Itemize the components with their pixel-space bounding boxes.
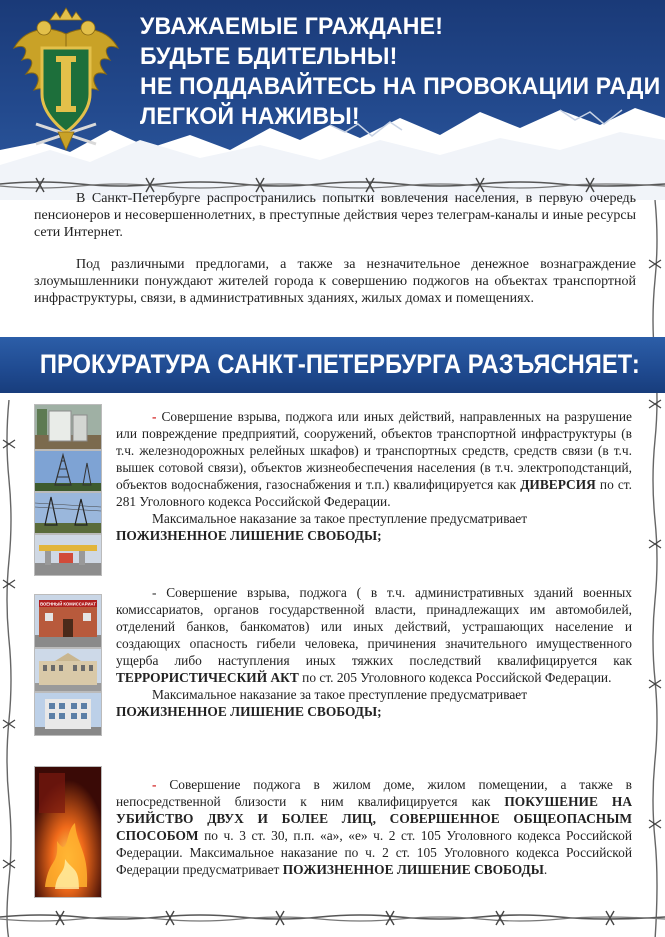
barbed-wire-bottom — [0, 905, 665, 931]
murder-article: по ч. 3 ст. 30, п.п. «а», «е» ч. 2 ст. 105 Уголовного кодекса Российской Федерации. Максимальное наказание по ч. 2 ст. 105 Уголовного кодекса Российской Федерации предусматривает — [116, 828, 632, 877]
terrorism-penalty — [116, 703, 632, 720]
bank-building-photo — [34, 692, 102, 736]
gas-station-photo — [34, 534, 102, 576]
murder-penalty-value: ПОЖИЗНЕННОЕ ЛИШЕНИЕ СВОБОДЫ — [282, 862, 544, 877]
header-title-line-3: НЕ ПОДДАВАЙТЕСЬ НА ПРОВОКАЦИИ РАДИ — [140, 73, 661, 100]
section-terrorism — [116, 584, 632, 720]
relay-cabinet-photo — [34, 404, 102, 450]
header-title-line-4: ЛЕГКОЙ НАЖИВЫ! — [140, 103, 360, 130]
terrorism-article: по ст. 205 Уголовного кодекса Российской Федерации. — [298, 670, 612, 685]
terrorism-penalty-value: ПОЖИЗНЕННОЕ ЛИШЕНИЕ СВОБОДЫ; — [116, 704, 382, 719]
terrorism-penalty-text: Максимальное наказание за такое преступление предусматривает — [152, 687, 528, 702]
murder-crime: ПОКУШЕНИЕ НА УБИЙСТВО ДВУХ И БОЛЕЕ ЛИЦ, СОВЕРШЕННОЕ ОБЩЕОПАСНЫМ СПОСОБОМ — [116, 794, 632, 843]
sabotage-paragraph — [116, 408, 632, 510]
murder-tail: . — [543, 862, 548, 877]
commissariat-sign: ВОЕННЫЙ КОМИССАРИАТ — [40, 601, 96, 607]
murder-text: Совершение поджога в жилом доме, жилом помещении, а также в непосредственной близости к ним квалифицируется как — [116, 777, 632, 809]
murder-dash: - — [152, 777, 157, 792]
sabotage-crime: ДИВЕРСИЯ — [520, 477, 596, 492]
sabotage-article: по ст. 281 Уголовного кодекса Российской Федерации. — [116, 477, 632, 509]
header-title — [140, 12, 661, 132]
sabotage-penalty — [116, 527, 632, 544]
murder-paragraph — [116, 776, 632, 878]
prosecutor-emblem-icon — [6, 4, 126, 154]
section-attempted-murder — [116, 776, 632, 878]
section-sabotage — [116, 408, 632, 544]
cell-tower-photo — [34, 450, 102, 492]
apartment-fire-photo — [34, 766, 102, 898]
terrorism-paragraph — [116, 584, 632, 686]
transmission-towers-photo — [34, 492, 102, 534]
banner-title: ПРОКУРАТУРА САНКТ-ПЕТЕРБУРГА РАЗЪЯСНЯЕТ: — [39, 349, 640, 379]
header-title-line-2: БУДЬТЕ БДИТЕЛЬНЫ! — [140, 43, 398, 70]
intro-text — [34, 190, 636, 322]
barbed-wire-right — [648, 200, 662, 937]
barbed-wire-left — [2, 400, 16, 937]
header-title-line-1: УВАЖАЕМЫЕ ГРАЖДАНЕ! — [140, 13, 444, 40]
banner — [0, 337, 665, 393]
military-commissariat-photo — [34, 594, 102, 648]
intro-paragraph-2: Под различными предлогами, а также за незначительное денежное вознаграждение злоумышленники понуждают жителей города к совершению поджогов на объектах транспортной инфраструктуры, связи, в административных зданиях, жилых домах и помещениях. — [34, 257, 636, 306]
intro-paragraph-1: В Санкт-Петербурге распространились попытки вовлечения населения, в первую очередь пенсионеров и несовершеннолетних, в преступные действия через телеграм-каналы и иные ресурсы сети Интернет. — [34, 191, 636, 240]
sabotage-penalty-value: ПОЖИЗНЕННОЕ ЛИШЕНИЕ СВОБОДЫ; — [116, 528, 382, 543]
sabotage-text: Совершение взрыва, поджога или иных действий, направленных на разрушение или повреждение предприятий, сооружений, объектов транспортной инфраструктуры (в т.ч. железнодорожных релейных шкафов) и транспортных средств, средств связи (в т.ч. вышек сотовой связи), объектов жизнеобеспечения населения (в т.ч. электроподстанций, объектов водоснабжения, газоснабжения и т.п.) квалифицируется как — [116, 409, 632, 492]
sabotage-dash: - — [152, 409, 157, 424]
terrorism-text: Совершение взрыва, поджога ( в т.ч. административных зданий военных комиссариатов, органов государственной власти, принадлежащих им автомобилей, отделений банков, банкоматов) или иных действий, устрашающих население и создающих опасность гибели человека, причинения значительного имущественного ущерба либо наступления иных тяжких последствий квалифицируется как — [116, 585, 632, 668]
sabotage-penalty-text: Максимальное наказание за такое преступление предусматривает — [152, 511, 528, 526]
terrorism-dash: - — [152, 585, 157, 600]
terrorism-crime: ТЕРРОРИСТИЧЕСКИЙ АКТ — [116, 670, 299, 685]
government-building-photo — [34, 648, 102, 692]
